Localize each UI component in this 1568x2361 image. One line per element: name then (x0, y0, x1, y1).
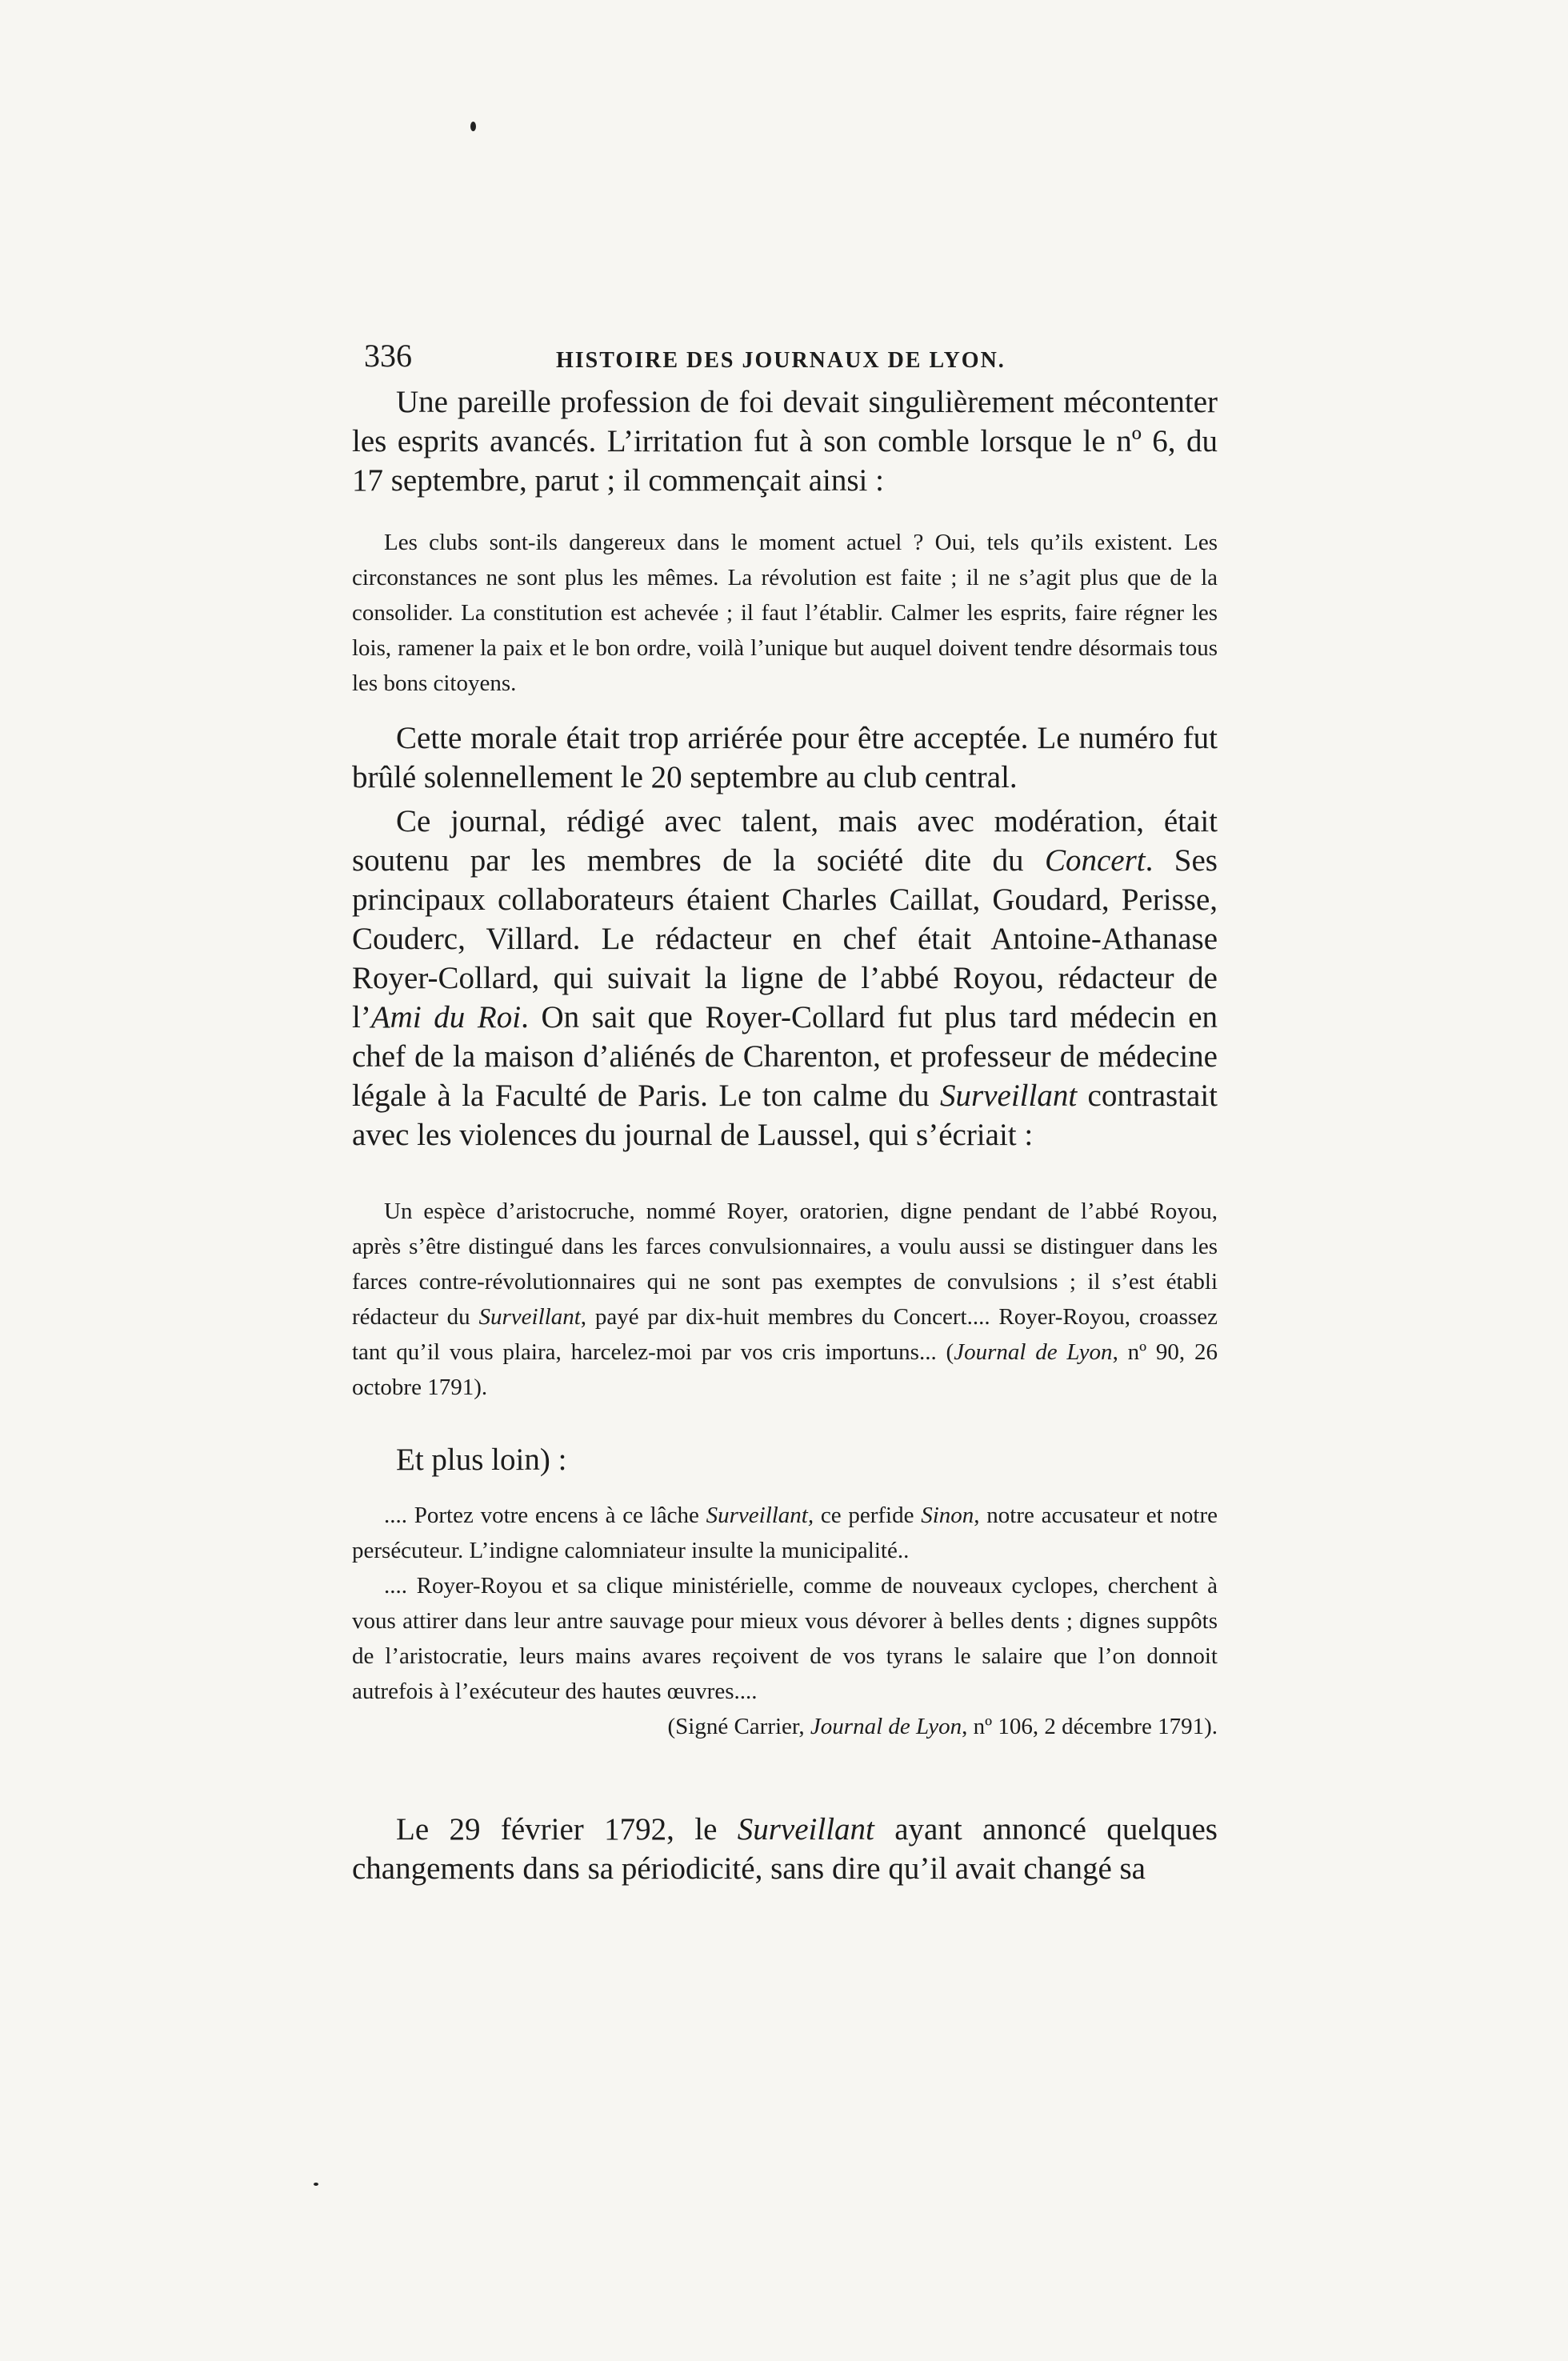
quote-block-3 (352, 1498, 1218, 1744)
quotation-3-italic: Surveillant, (706, 1503, 814, 1528)
paragraph-5-part: ayant annoncé quelques changements dans sa périodicité, sans dire qu’il avait changé sa (352, 1812, 1218, 1886)
paragraph-1: Une pareille profession de foi devait singulièrement mécontenter les esprits avancés. L’irritation fut à son comble lorsque le nº 6, du 17 septembre, parut ; il commençait ainsi : (352, 385, 1218, 498)
quotation-3-part: ce perfide (814, 1503, 922, 1528)
paragraph-5-italic: Surveillant (737, 1812, 874, 1847)
text-block-2 (352, 718, 1218, 797)
quotation-2-part: Un espèce d’aristocruche, nommé Royer, oratorien, digne pendant de l’abbé Royou, après s’être distingué dans les farces convulsionnaires, a voulu aussi se distinguer dans les farces contre-révolutionnaires qui ne sont pas exemptes de convulsions ; il s’est établi rédacteur du (352, 1199, 1218, 1330)
text-block-5 (352, 1810, 1218, 1888)
quotation-2 (352, 1194, 1218, 1405)
text-block-1 (352, 382, 1218, 500)
paragraph-2: Cette morale était trop arriérée pour être acceptée. Le numéro fut brûlé solennellement le 20 septembre au club central. (352, 721, 1218, 794)
ink-speck (470, 122, 476, 131)
quotation-3 (352, 1498, 1218, 1568)
quotation-2-part: , payé par dix-huit membres du Concert.... Royer-Royou, croassez tant qu’il vous plaira, harcelez-moi par vos cris importuns... ( (352, 1304, 1218, 1365)
paragraph-3-part: Ce journal, rédigé avec talent, mais avec modération, était soutenu par les membres de la société dite du (352, 804, 1218, 878)
paragraph-3-italic: Surveillant (940, 1078, 1078, 1113)
paragraph-3-italic: Ami du Roi (370, 1000, 522, 1034)
paragraph-3-part: . On sait que Royer-Collard fut plus tard médecin en chef de la maison d’aliénés de Charenton, et professeur de médecine légale à la Faculté de Paris. Le ton calme du (352, 1000, 1218, 1113)
quotation-3-part: .... Portez votre encens à ce lâche (384, 1503, 706, 1528)
paragraph-3-part: . Ses principaux collaborateurs étaient Charles Caillat, Goudard, Perisse, Couderc, Villard. Le rédacteur en chef était Antoine-Athanase Royer-Collard, qui suivait la ligne de l’abbé Royou, rédacteur de l’ (352, 843, 1218, 1034)
paragraph-5-part: Le 29 février 1792, le (396, 1812, 738, 1847)
quotation-3-citation (352, 1709, 1218, 1744)
quote-block-2 (352, 1194, 1218, 1405)
quotation-2-italic: Surveillant (478, 1304, 581, 1330)
quotation-3-continued: .... Royer-Royou et sa clique ministérielle, comme de nouveaux cyclopes, cherchent à vous attirer dans leur antre sauvage pour mieux vous dévorer à belles dents ; dignes suppôts de l’aristocratie, leurs mains avares reçoivent de vos tyrans le salaire que l’on donnoit autrefois à l’exécuteur des hautes œuvres.... (352, 1573, 1218, 1704)
ink-speck (314, 2183, 318, 2186)
paragraph-3 (352, 802, 1218, 1154)
citation-part: (Signé Carrier, (667, 1714, 810, 1739)
quotation-3-part: , notre accusateur et notre persécuteur. L’indigne calomniateur insulte la municipalité.. (352, 1503, 1218, 1563)
text-block-4 (352, 1440, 1218, 1479)
quote-block-1 (352, 525, 1218, 701)
paragraph-5 (352, 1810, 1218, 1888)
paragraph-3-part: contrastait avec les violences du journal de Laussel, qui s’écriait : (352, 1078, 1218, 1152)
text-block-3 (352, 802, 1218, 1154)
quotation-2-italic: Journal de Lyon (954, 1339, 1113, 1365)
paragraph-3-italic: Concert (1044, 843, 1146, 878)
page-number: 336 (364, 338, 412, 374)
running-title: HISTOIRE DES JOURNAUX DE LYON. (556, 348, 1006, 373)
quotation-3-italic: Sinon (921, 1503, 974, 1528)
quotation-1: Les clubs sont-ils dangereux dans le moment actuel ? Oui, tels qu’ils existent. Les circonstances ne sont plus les mêmes. La révolution est faite ; il ne s’agit plus que de la consolider. La constitution est achevée ; il faut l’établir. Calmer les esprits, faire régner les lois, ramener la paix et le bon ordre, voilà l’unique but auquel doivent tendre désormais tous les bons citoyens. (352, 530, 1218, 696)
citation-italic: Journal de Lyon (810, 1714, 962, 1739)
citation-part: , nº 106, 2 décembre 1791). (962, 1714, 1218, 1739)
paragraph-4: Et plus loin) : (396, 1443, 567, 1477)
quotation-2-part: , nº 90, 26 octobre 1791). (352, 1339, 1218, 1400)
